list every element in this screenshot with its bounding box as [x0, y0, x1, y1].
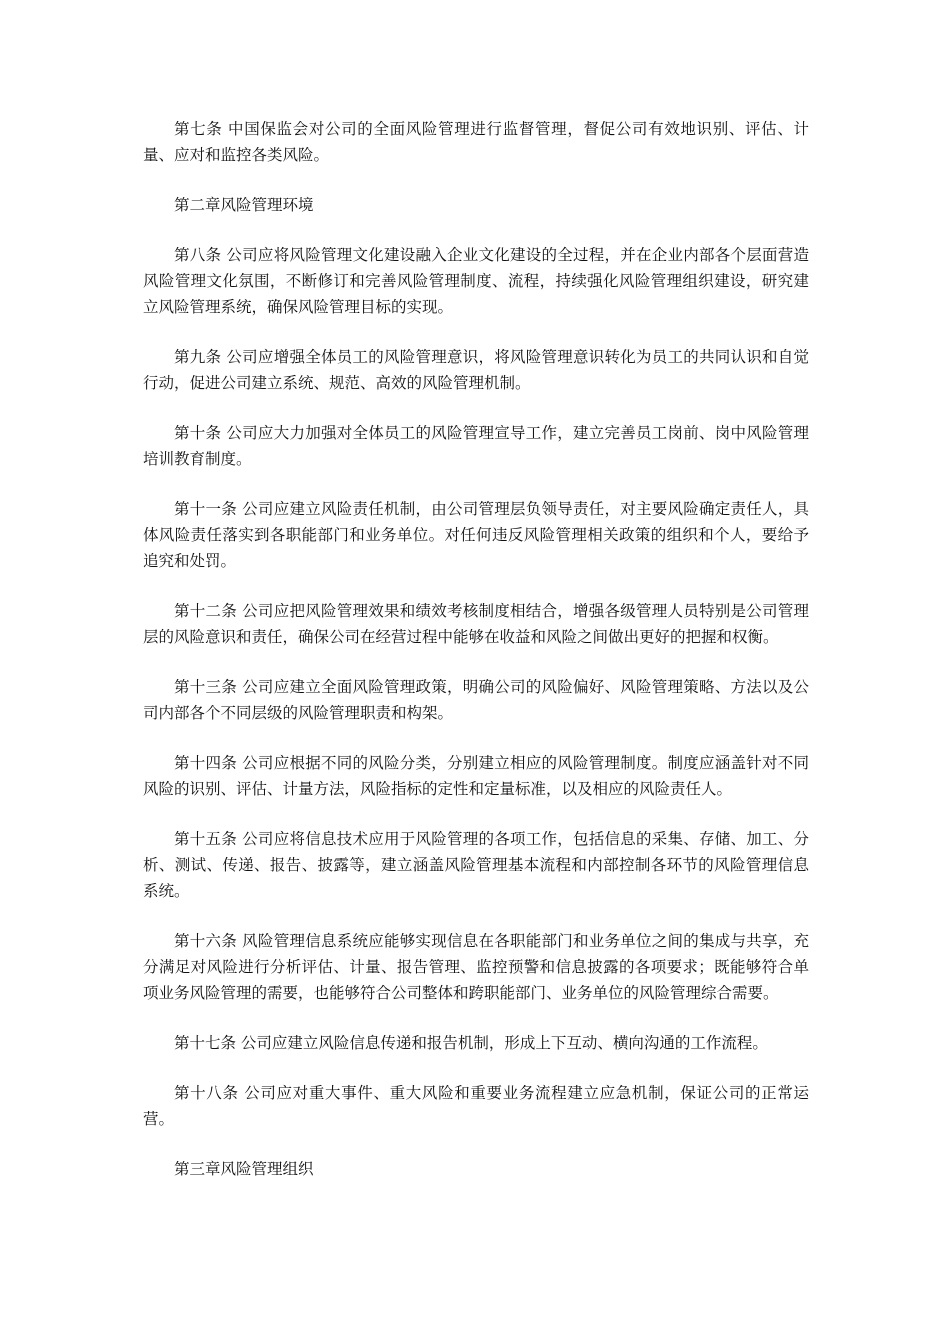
article-8: 第八条 公司应将风险管理文化建设融入企业文化建设的全过程，并在企业内部各个层面营造风险管理文化氛围，不断修订和完善风险管理制度、流程，持续强化风险管理组织建设，研究建立风险管理系统，确保风险管理目标的实现。 — [143, 246, 809, 316]
article-9: 第九条 公司应增强全体员工的风险管理意识，将风险管理意识转化为员工的共同认识和自觉行动，促进公司建立系统、规范、高效的风险管理机制。 — [143, 348, 809, 392]
article-15: 第十五条 公司应将信息技术应用于风险管理的各项工作，包括信息的采集、存储、加工、分析、测试、传递、报告、披露等，建立涵盖风险管理基本流程和内部控制各环节的风险管理信息系统。 — [143, 830, 809, 900]
document-body — [143, 116, 809, 1206]
article-16: 第十六条 风险管理信息系统应能够实现信息在各职能部门和业务单位之间的集成与共享，充分满足对风险进行分析评估、计量、报告管理、监控预警和信息披露的各项要求；既能够符合单项业务风险管理的需要，也能够符合公司整体和跨职能部门、业务单位的风险管理综合需要。 — [143, 932, 809, 1002]
article-12: 第十二条 公司应把风险管理效果和绩效考核制度相结合，增强各级管理人员特别是公司管理层的风险意识和责任，确保公司在经营过程中能够在收益和风险之间做出更好的把握和权衡。 — [143, 602, 809, 646]
article-13: 第十三条 公司应建立全面风险管理政策，明确公司的风险偏好、风险管理策略、方法以及公司内部各个不同层级的风险管理职责和构架。 — [143, 678, 809, 722]
article-14: 第十四条 公司应根据不同的风险分类，分别建立相应的风险管理制度。制度应涵盖针对不同风险的识别、评估、计量方法，风险指标的定性和定量标准，以及相应的风险责任人。 — [143, 754, 809, 798]
article-18: 第十八条 公司应对重大事件、重大风险和重要业务流程建立应急机制，保证公司的正常运营。 — [143, 1084, 809, 1128]
article-11: 第十一条 公司应建立风险责任机制，由公司管理层负领导责任，对主要风险确定责任人，具体风险责任落实到各职能部门和业务单位。对任何违反风险管理相关政策的组织和个人，要给予追究和处罚。 — [143, 500, 809, 570]
article-10: 第十条 公司应大力加强对全体员工的风险管理宣导工作，建立完善员工岗前、岗中风险管理培训教育制度。 — [143, 424, 809, 468]
chapter-2-heading: 第二章风险管理环境 — [174, 196, 314, 214]
article-17: 第十七条 公司应建立风险信息传递和报告机制，形成上下互动、横向沟通的工作流程。 — [174, 1034, 768, 1052]
article-7: 第七条 中国保监会对公司的全面风险管理进行监督管理，督促公司有效地识别、评估、计量、应对和监控各类风险。 — [143, 120, 809, 164]
chapter-3-heading: 第三章风险管理组织 — [174, 1160, 314, 1178]
